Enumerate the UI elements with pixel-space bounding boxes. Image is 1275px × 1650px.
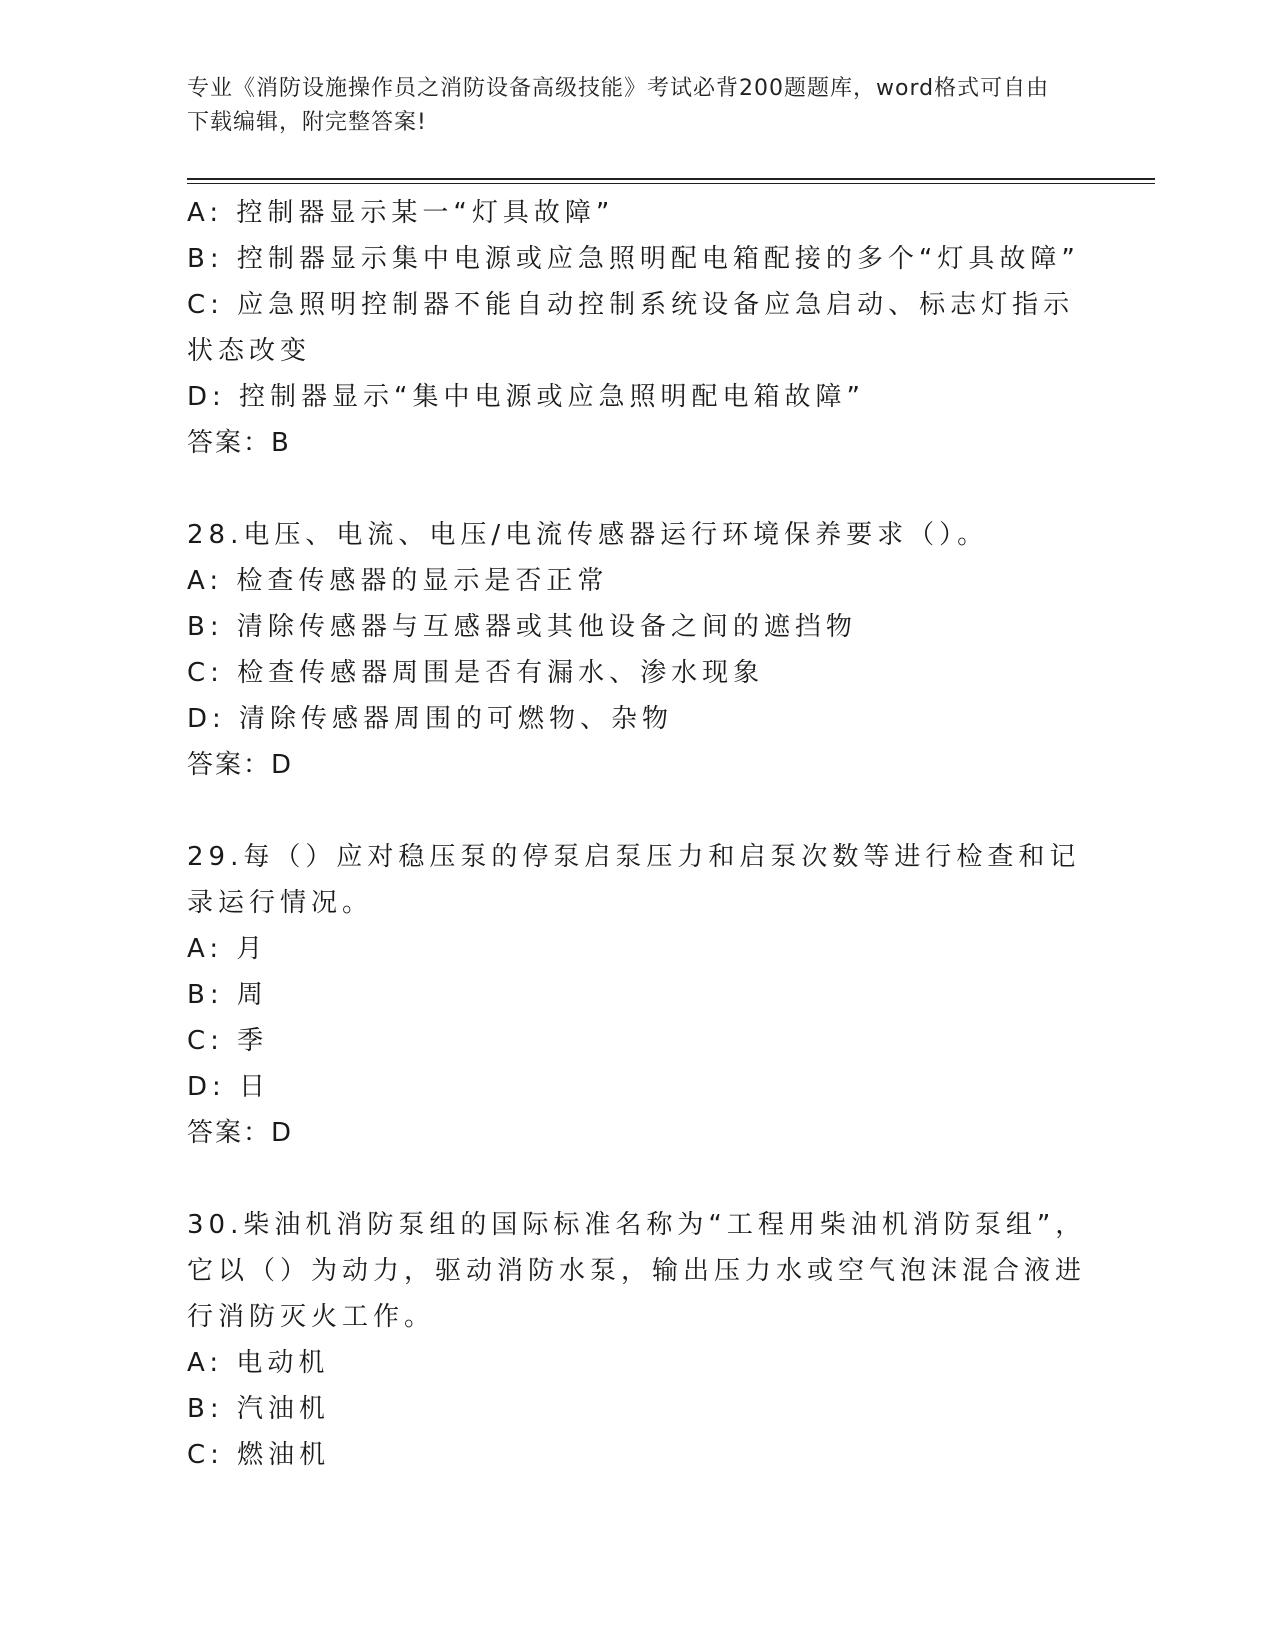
option-d: D: 日 <box>187 1072 271 1102</box>
document-header: 专业《消防设施操作员之消防设备高级技能》考试必背200题题库，word格式可自由下载编辑，附完整答案! <box>187 76 1050 135</box>
header-divider-thin <box>187 183 1155 184</box>
header-divider <box>187 178 1155 180</box>
question-27 <box>187 190 1087 466</box>
question-28 <box>187 512 1087 788</box>
question-text: 29.每（）应对稳压泵的停泵启泵压力和启泵次数等进行检查和记录运行情况。 <box>187 842 1081 918</box>
question-29 <box>187 834 1087 1156</box>
option-a: A: 控制器显示某一“灯具故障” <box>187 198 615 228</box>
option-d: D: 清除传感器周围的可燃物、杂物 <box>187 704 674 734</box>
question-30 <box>187 1202 1087 1478</box>
question-text: 28.电压、电流、电压/电流传感器运行环境保养要求（）。 <box>187 520 989 550</box>
option-b: B: 清除传感器与互感器或其他设备之间的遮挡物 <box>187 612 857 642</box>
option-b: B: 汽油机 <box>187 1394 330 1424</box>
answer: 答案：B <box>187 428 291 458</box>
option-a: A: 月 <box>187 934 268 964</box>
option-d: D: 控制器显示“集中电源或应急照明配电箱故障” <box>187 382 865 412</box>
option-a: A: 电动机 <box>187 1348 330 1378</box>
answer: 答案：D <box>187 1118 294 1148</box>
answer: 答案：D <box>187 750 294 780</box>
question-text: 30.柴油机消防泵组的国际标准名称为“工程用柴油机消防泵组”，它以（）为动力，驱动消防水泵，输出压力水或空气泡沫混合液进行消防灭火工作。 <box>187 1210 1087 1332</box>
option-c: C: 应急照明控制器不能自动控制系统设备应急启动、标志灯指示状态改变 <box>187 290 1075 366</box>
option-c: C: 检查传感器周围是否有漏水、渗水现象 <box>187 658 765 688</box>
option-a: A: 检查传感器的显示是否正常 <box>187 566 609 596</box>
option-c: C: 燃油机 <box>187 1440 331 1470</box>
option-c: C: 季 <box>187 1026 269 1056</box>
option-b: B: 周 <box>187 980 268 1010</box>
document-body <box>187 190 1087 1478</box>
option-b: B: 控制器显示集中电源或应急照明配电箱配接的多个“灯具故障” <box>187 244 1080 274</box>
